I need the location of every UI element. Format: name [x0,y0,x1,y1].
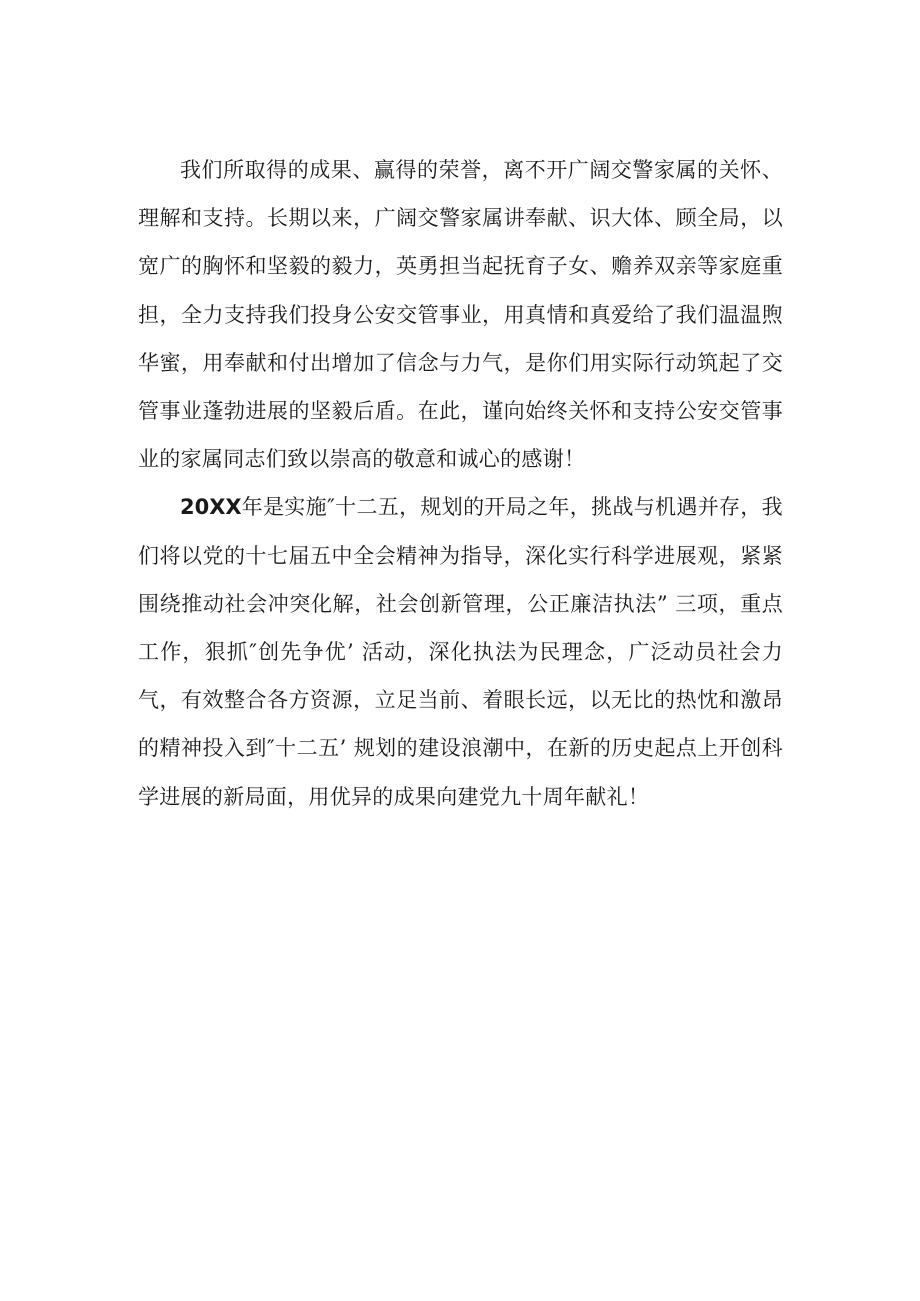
paragraph-1: 我们所取得的成果、赢得的荣誉，离不开广阔交警家属的关怀、理解和支持。长期以来，广阔交警家属讲奉献、识大体、顾全局，以宽广的胸怀和坚毅的毅力，英勇担当起抚育子女、赡养双亲等家庭重担，全力支持我们投身公安交管事业，用真情和真爱给了我们温温煦华蜜，用奉献和付出增加了信念与力气，是你们用实际行动筑起了交管事业蓬勃进展的坚毅后盾。在此，谨向始终关怀和支持公安交管事业的家属同志们致以崇高的敬意和诚心的感谢！ [138,158,783,472]
document-body [138,146,783,821]
paragraph-2-year: 20XX [180,495,242,520]
paragraph-2-text: 年是实施″十二五，规划的开局之年，挑战与机遇并存，我们将以党的十七届五中全会精神为指导，深化实行科学进展观，紧紧围绕推动社会冲突化解，社会创新管理，公正廉洁执法” 三项，重点工作，狠抓″创先争优’ 活动，深化执法为民理念，广泛动员社会力气，有效整合各方资源，立足当前、着眼长远，以无比的热忱和激昂的精神投入到″十二五’ 规划的建设浪潮中，在新的历史起点上开创科学进展的新局面，用优异的成果向建党九十周年献礼！ [138,495,783,809]
paragraph-2 [138,483,783,820]
